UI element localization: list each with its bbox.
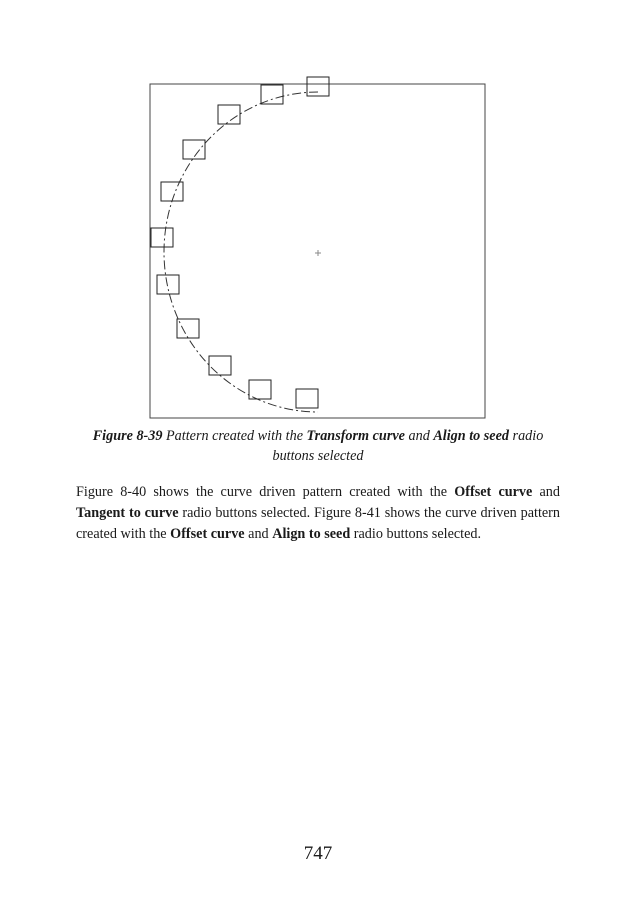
- pattern-instance: [209, 356, 231, 375]
- body-paragraph: [76, 482, 560, 545]
- paragraph-text: and: [532, 484, 560, 500]
- pattern-instance: [161, 182, 183, 201]
- pattern-instance: [183, 140, 205, 159]
- figure-label: Figure 8-39: [92, 428, 163, 444]
- caption-text: and: [404, 428, 434, 444]
- paragraph-term: Offset curve: [170, 526, 245, 542]
- paragraph-text: radio buttons selected.: [350, 526, 482, 542]
- paragraph-term: Offset curve: [454, 484, 533, 500]
- caption-text: radio buttons selected: [272, 428, 544, 464]
- pattern-instance: [296, 389, 318, 408]
- paragraph-text: radio buttons selected. Figure 8-41 shows the curve driven pattern created with the: [76, 505, 560, 542]
- pattern-instances: [151, 77, 329, 408]
- paragraph-term: Align to seed: [272, 526, 351, 542]
- paragraph-term: Tangent to curve: [76, 505, 179, 521]
- pattern-instance: [157, 275, 179, 294]
- caption-term: Align to seed: [433, 428, 509, 444]
- pattern-instance: [249, 380, 271, 399]
- pattern-instance: [261, 85, 283, 104]
- pattern-figure: [148, 76, 488, 422]
- caption-term: Transform curve: [306, 428, 405, 444]
- paragraph-text: Figure 8-40 shows the curve driven pattern created with the: [76, 484, 455, 500]
- page-number: 747: [303, 843, 333, 864]
- pattern-instance: [151, 228, 173, 247]
- center-mark: [315, 250, 321, 256]
- pattern-instance: [307, 77, 329, 96]
- pattern-instance: [218, 105, 240, 124]
- paragraph-text: and: [244, 526, 273, 542]
- caption-text: Pattern created with the: [162, 428, 307, 444]
- figure-caption: [76, 426, 560, 466]
- pattern-instance: [177, 319, 199, 338]
